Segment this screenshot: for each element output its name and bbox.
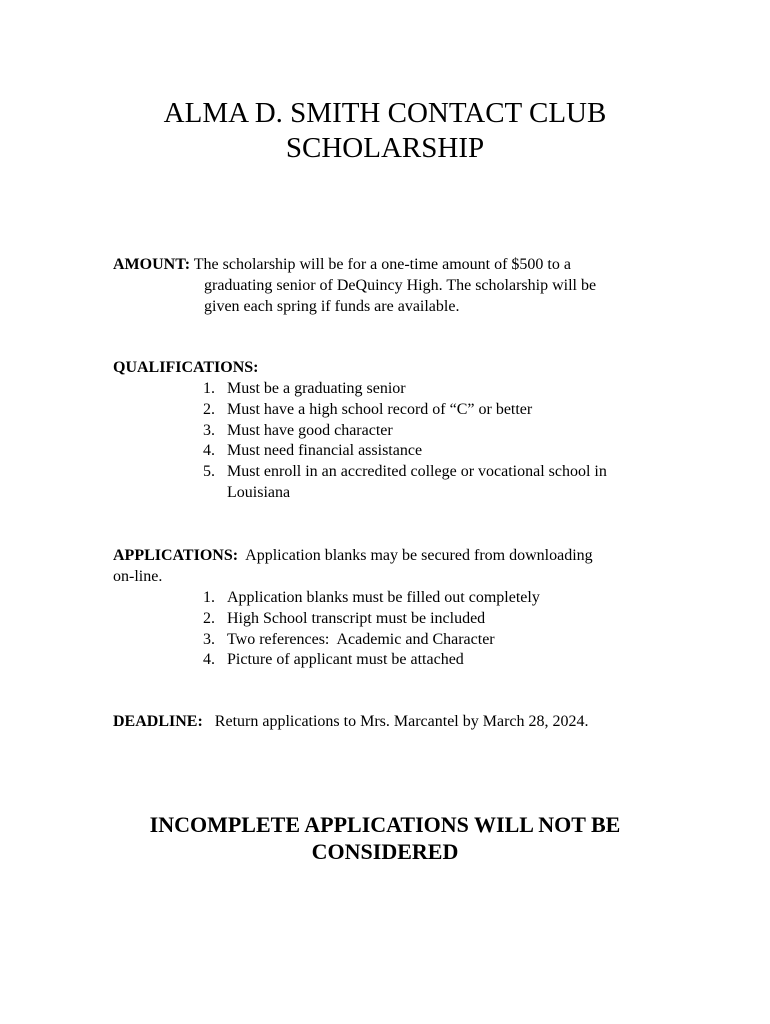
list-item — [203, 588, 540, 609]
applications-label: APPLICATIONS: — [113, 547, 239, 564]
list-item — [203, 609, 540, 630]
amount-text-line-2: graduating senior of DeQuincy High. The scholarship will be — [204, 277, 597, 294]
list-item-number: 1. — [203, 589, 215, 606]
deadline-label: DEADLINE: — [113, 713, 203, 730]
list-item-text: Application blanks must be filled out completely — [227, 589, 540, 606]
list-item-text: High School transcript must be included — [227, 609, 486, 627]
qualifications-label: QUALIFICATIONS: — [113, 359, 259, 376]
list-item-text: Must have good character — [227, 421, 393, 439]
list-item-number: 5. — [203, 463, 215, 481]
list-item-text: Picture of applicant must be attached — [227, 651, 464, 669]
applications-text-line-1: Application blanks may be secured from downloading — [238, 547, 593, 564]
applications-section — [113, 546, 593, 567]
qualifications-list — [203, 379, 607, 483]
list-item — [203, 462, 607, 483]
list-item — [203, 441, 607, 462]
document-title-line-2: SCHOLARSHIP — [285, 132, 485, 164]
list-item — [203, 379, 607, 400]
applications-text-line-2: on-line. — [113, 568, 163, 585]
qualifications-heading — [113, 358, 259, 379]
amount-text-line-3: given each spring if funds are available. — [204, 298, 460, 315]
list-item — [203, 650, 540, 671]
amount-text-line-1: The scholarship will be for a one-time amount of $500 to a — [190, 256, 571, 273]
list-item-number: 1. — [203, 380, 215, 397]
list-item-text: Must be a graduating senior — [227, 380, 406, 397]
deadline-section — [113, 712, 589, 733]
list-item — [203, 630, 540, 651]
notice-line-2: CONSIDERED — [311, 839, 459, 864]
list-item-text: Must have a high school record of “C” or better — [227, 400, 533, 418]
list-item-number: 2. — [203, 400, 215, 418]
list-item — [203, 421, 607, 442]
list-item-number: 4. — [203, 442, 215, 460]
list-item — [203, 400, 607, 421]
list-item-number: 4. — [203, 651, 215, 669]
amount-label: AMOUNT: — [113, 256, 191, 273]
amount-section — [113, 255, 571, 276]
deadline-text: Return applications to Mrs. Marcantel by March 28, 2024. — [202, 713, 589, 730]
list-item-number: 3. — [203, 421, 215, 439]
applications-list — [203, 588, 540, 671]
list-item-text: Must enroll in an accredited college or vocational school in — [227, 463, 607, 481]
list-item-continuation: Louisiana — [227, 484, 291, 501]
list-item-text: Must need financial assistance — [227, 442, 423, 460]
list-item-number: 3. — [203, 630, 215, 648]
list-item-text: Two references: Academic and Character — [227, 630, 495, 648]
notice-line-1: INCOMPLETE APPLICATIONS WILL NOT BE — [149, 812, 621, 837]
document-title-line-1: ALMA D. SMITH CONTACT CLUB — [163, 97, 607, 129]
list-item-number: 2. — [203, 609, 215, 627]
